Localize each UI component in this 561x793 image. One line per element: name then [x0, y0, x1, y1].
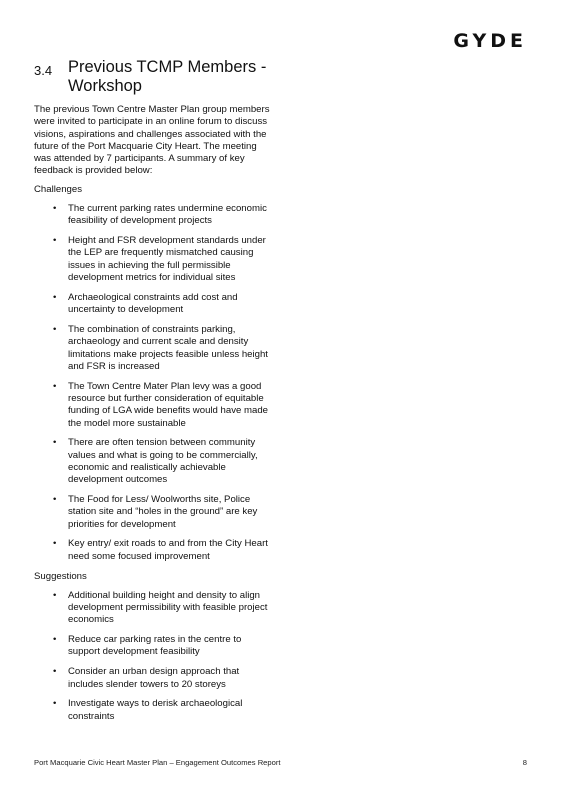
list-item — [34, 203, 274, 228]
list-item-text: The combination of constraints parking, archaeology and current scale and density limitations make projects feasible unless height and FSR is increased — [68, 323, 268, 372]
footer-doc-title: Port Macquarie Civic Heart Master Plan – Engagement Outcomes Report — [34, 758, 281, 767]
list-item-text: The current parking rates undermine economic feasibility of development projects — [68, 203, 267, 227]
list-item-text: The Food for Less/ Woolworths site, Police station site and “holes in the ground” are key priorities for development — [68, 494, 258, 530]
page-footer — [34, 758, 527, 767]
list-item — [34, 590, 274, 627]
bullet-icon: • — [53, 323, 57, 335]
bullet-icon: • — [53, 291, 57, 303]
bullet-icon: • — [53, 235, 57, 247]
suggestions-list — [34, 590, 274, 723]
bullet-icon: • — [53, 437, 57, 449]
list-item-text: Consider an urban design approach that includes slender towers to 20 storeys — [68, 666, 240, 690]
list-item — [34, 292, 274, 317]
list-item-text: Reduce car parking rates in the centre to support development feasibility — [68, 634, 242, 658]
list-item — [34, 381, 274, 430]
bullet-icon: • — [53, 698, 57, 710]
bullet-icon: • — [53, 666, 57, 678]
list-item — [34, 538, 274, 563]
intro-paragraph: The previous Town Centre Master Plan group members were invited to participate in an online forum to discuss visions, aspirations and challenges associated with the future of the Port Macquarie City Heart. The meeting was attended by 7 participants. A summary of key feedback is provided below: — [34, 104, 270, 177]
challenges-list — [34, 203, 274, 563]
section-title: Previous TCMP Members - Workshop — [68, 58, 267, 95]
section-heading — [34, 58, 274, 96]
gyde-logo: GYDE — [453, 30, 527, 52]
list-item — [34, 324, 274, 373]
list-item — [34, 666, 274, 691]
list-item — [34, 698, 274, 723]
bullet-icon: • — [53, 380, 57, 392]
list-item — [34, 437, 274, 486]
page-number: 8 — [522, 758, 527, 767]
challenges-label: Challenges — [34, 183, 83, 195]
list-item-text: Key entry/ exit roads to and from the City Heart need some focused improvement — [68, 538, 268, 562]
list-item-text: Additional building height and density to align development permissibility with feasible project economics — [68, 589, 268, 626]
bullet-icon: • — [53, 589, 57, 601]
bullet-icon: • — [53, 494, 57, 506]
bullet-icon: • — [53, 634, 57, 646]
list-item — [34, 494, 274, 531]
bullet-icon: • — [53, 203, 57, 215]
list-item-text: Investigate ways to derisk archaeological constraints — [68, 698, 243, 722]
list-item-text: The Town Centre Mater Plan levy was a good resource but further consideration of equitable funding of LGA wide benefits would have made the model more sustainable — [68, 380, 269, 429]
bullet-icon: • — [53, 538, 57, 550]
list-item — [34, 235, 274, 284]
main-content — [34, 58, 274, 730]
list-item-text: Height and FSR development standards under the LEP are frequently mismatched causing issues in achieving the full permissible development metrics for individual sites — [68, 235, 266, 284]
list-item-text: Archaeological constraints add cost and uncertainty to development — [68, 291, 238, 316]
list-item — [34, 634, 274, 659]
section-number: 3.4 — [34, 63, 53, 78]
suggestions-label: Suggestions — [34, 570, 87, 582]
list-item-text: There are often tension between community values and what is going to be commercially, economic and realistically achievable development outcomes — [68, 437, 258, 486]
